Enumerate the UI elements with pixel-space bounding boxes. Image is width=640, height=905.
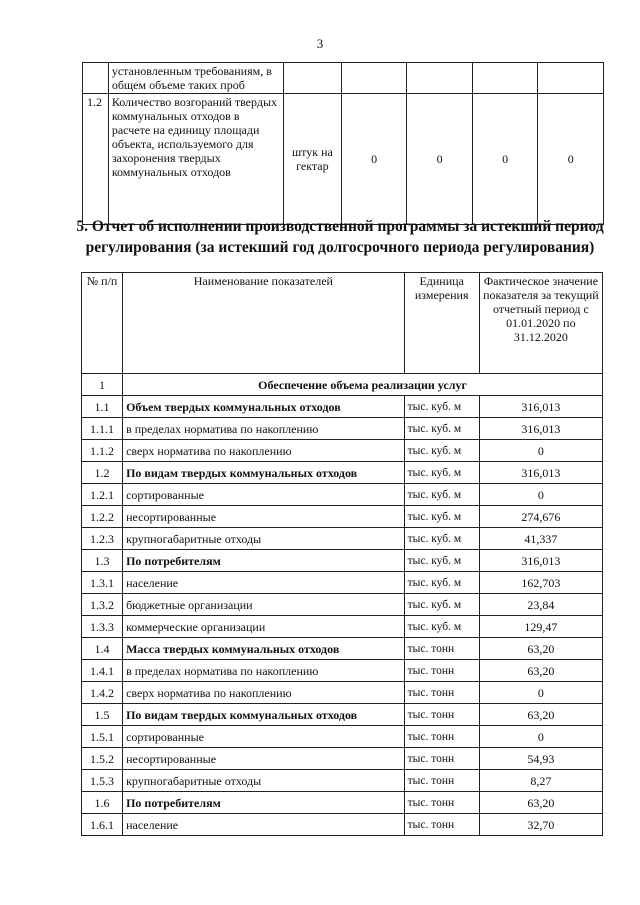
- table-row: [83, 94, 604, 225]
- row-number: 1.1: [82, 396, 123, 418]
- row-value: 63,20: [479, 792, 602, 814]
- row-unit: тыс. куб. м: [404, 462, 479, 484]
- row-name: бюджетные организации: [123, 594, 405, 616]
- table-row: [82, 440, 603, 462]
- page-number: 3: [316, 36, 324, 51]
- row-unit: тыс. куб. м: [404, 506, 479, 528]
- row-unit: тыс. тонн: [404, 770, 479, 792]
- row-value: [407, 63, 473, 94]
- row-value: 63,20: [479, 638, 602, 660]
- row-number: 1.5.2: [82, 748, 123, 770]
- row-number: 1.2: [82, 462, 123, 484]
- row-value: 63,20: [479, 704, 602, 726]
- row-unit: тыс. тонн: [404, 660, 479, 682]
- row-unit: тыс. тонн: [404, 704, 479, 726]
- table-row: [83, 63, 604, 94]
- row-number: 1.5.1: [82, 726, 123, 748]
- row-unit: тыс. куб. м: [404, 616, 479, 638]
- table-row: [82, 616, 603, 638]
- table-row: [82, 572, 603, 594]
- row-value: 0: [472, 94, 538, 225]
- row-number: 1.4.1: [82, 660, 123, 682]
- row-number: 1.1.2: [82, 440, 123, 462]
- table-row: [82, 396, 603, 418]
- section-row: [82, 374, 603, 396]
- table-row: [82, 770, 603, 792]
- row-unit: тыс. тонн: [404, 748, 479, 770]
- row-unit: [284, 63, 342, 94]
- top-continuation-table: [82, 62, 604, 225]
- row-name: сортированные: [123, 484, 405, 506]
- table-row: [82, 726, 603, 748]
- table-row: [82, 748, 603, 770]
- row-value: 0: [538, 94, 604, 225]
- table-row: [82, 814, 603, 836]
- row-name: сверх норматива по накоплению: [123, 440, 405, 462]
- row-unit: тыс. тонн: [404, 682, 479, 704]
- row-name: По видам твердых коммунальных отходов: [123, 462, 405, 484]
- row-number: 1.3.2: [82, 594, 123, 616]
- table-row: [82, 704, 603, 726]
- row-number: [83, 63, 109, 94]
- row-number: 1.4: [82, 638, 123, 660]
- row-name: несортированные: [123, 506, 405, 528]
- row-value: [472, 63, 538, 94]
- row-value: 0: [407, 94, 473, 225]
- row-value: 41,337: [479, 528, 602, 550]
- row-unit: тыс. куб. м: [404, 594, 479, 616]
- row-number: 1.5: [82, 704, 123, 726]
- row-value: 0: [479, 440, 602, 462]
- table-header-row: [82, 273, 603, 374]
- row-value: 316,013: [479, 550, 602, 572]
- table-row: [82, 506, 603, 528]
- row-value: [538, 63, 604, 94]
- row-name: в пределах норматива по накоплению: [123, 660, 405, 682]
- row-unit: тыс. куб. м: [404, 396, 479, 418]
- row-unit: тыс. куб. м: [404, 440, 479, 462]
- row-number: 1.2: [83, 94, 109, 225]
- row-number: 1: [82, 374, 123, 396]
- row-number: 1.2.3: [82, 528, 123, 550]
- row-number: 1.6: [82, 792, 123, 814]
- row-unit: штук на гектар: [284, 94, 342, 225]
- row-name: Количество возгораний твердых коммунальных отходов в расчете на единицу площади объекта, используемого для захоронения твердых коммунальных отходов: [108, 94, 283, 225]
- table-row: [82, 484, 603, 506]
- row-name: крупногабаритные отходы: [123, 528, 405, 550]
- row-name: Объем твердых коммунальных отходов: [123, 396, 405, 418]
- row-name: крупногабаритные отходы: [123, 770, 405, 792]
- header-name: Наименование показателей: [123, 273, 405, 374]
- row-unit: тыс. тонн: [404, 814, 479, 836]
- table-row: [82, 792, 603, 814]
- row-unit: тыс. куб. м: [404, 550, 479, 572]
- table-row: [82, 550, 603, 572]
- row-name: установленным требованиям, в общем объеме таких проб: [108, 63, 283, 94]
- row-unit: тыс. тонн: [404, 638, 479, 660]
- row-value: 316,013: [479, 396, 602, 418]
- row-number: 1.5.3: [82, 770, 123, 792]
- table-row: [82, 638, 603, 660]
- row-unit: тыс. тонн: [404, 726, 479, 748]
- table-row: [82, 418, 603, 440]
- section-row-title: Обеспечение объема реализации услуг: [123, 374, 603, 396]
- table-row: [82, 528, 603, 550]
- row-value: 0: [479, 484, 602, 506]
- row-name: сортированные: [123, 726, 405, 748]
- row-name: По потребителям: [123, 550, 405, 572]
- row-number: 1.6.1: [82, 814, 123, 836]
- row-value: 23,84: [479, 594, 602, 616]
- row-name: По потребителям: [123, 792, 405, 814]
- row-value: 274,676: [479, 506, 602, 528]
- row-value: 63,20: [479, 660, 602, 682]
- row-value: 0: [479, 726, 602, 748]
- table-row: [82, 594, 603, 616]
- header-num: № п/п: [82, 273, 123, 374]
- row-number: 1.3.3: [82, 616, 123, 638]
- row-value: 32,70: [479, 814, 602, 836]
- row-value: 162,703: [479, 572, 602, 594]
- row-unit: тыс. тонн: [404, 792, 479, 814]
- row-name: Масса твердых коммунальных отходов: [123, 638, 405, 660]
- row-value: 0: [341, 94, 407, 225]
- row-value: 8,27: [479, 770, 602, 792]
- row-value: 316,013: [479, 418, 602, 440]
- table-row: [82, 462, 603, 484]
- row-value: 54,93: [479, 748, 602, 770]
- row-unit: тыс. куб. м: [404, 572, 479, 594]
- row-value: 0: [479, 682, 602, 704]
- row-name: в пределах норматива по накоплению: [123, 418, 405, 440]
- header-value: Фактическое значение показателя за текущий отчетный период с 01.01.2020 по 31.12.2020: [479, 273, 602, 374]
- row-name: население: [123, 572, 405, 594]
- header-unit: Единица измерения: [404, 273, 479, 374]
- row-name: коммерческие организации: [123, 616, 405, 638]
- row-name: несортированные: [123, 748, 405, 770]
- report-table: [81, 272, 603, 836]
- row-number: 1.3.1: [82, 572, 123, 594]
- row-name: сверх норматива по накоплению: [123, 682, 405, 704]
- row-unit: тыс. куб. м: [404, 484, 479, 506]
- row-unit: тыс. куб. м: [404, 418, 479, 440]
- row-unit: тыс. куб. м: [404, 528, 479, 550]
- table-row: [82, 660, 603, 682]
- row-value: 129,47: [479, 616, 602, 638]
- row-number: 1.3: [82, 550, 123, 572]
- row-number: 1.4.2: [82, 682, 123, 704]
- row-value: [341, 63, 407, 94]
- row-number: 1.2.2: [82, 506, 123, 528]
- table-row: [82, 682, 603, 704]
- row-name: По видам твердых коммунальных отходов: [123, 704, 405, 726]
- row-name: население: [123, 814, 405, 836]
- row-value: 316,013: [479, 462, 602, 484]
- section-title: 5. Отчет об исполнении производственной программы за истекший период регулирования (за истекший год долгосрочного периода регулирования): [76, 218, 604, 256]
- row-number: 1.1.1: [82, 418, 123, 440]
- row-number: 1.2.1: [82, 484, 123, 506]
